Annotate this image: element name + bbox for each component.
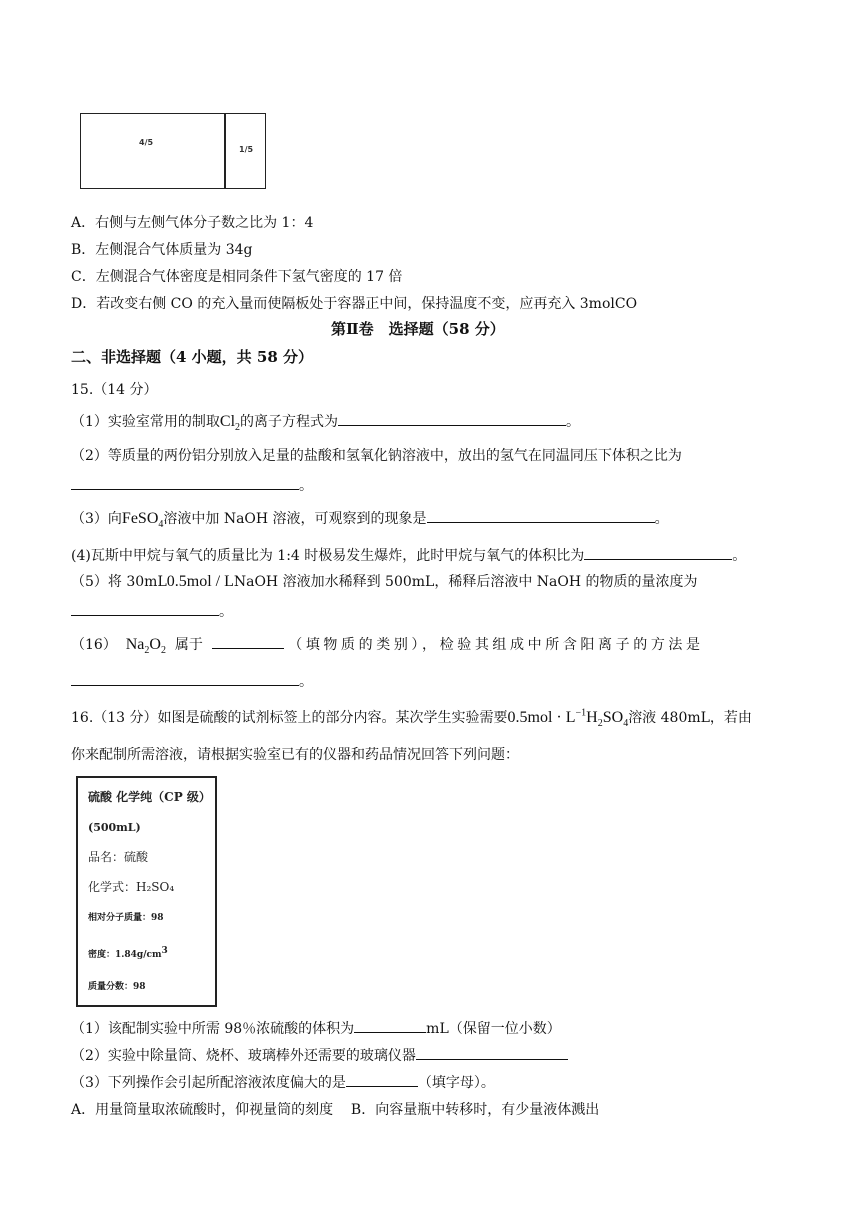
q16-option-a: A．用量筒量取浓硫酸时，仰视量筒的刻度 [71, 1102, 334, 1118]
cl2-formula: $Cl_2$ [219, 413, 241, 434]
container-diagram [80, 113, 266, 189]
option-a: A．右侧与左侧气体分子数之比为 1：4 [71, 215, 314, 231]
answer-blank[interactable] [346, 1072, 418, 1087]
option-c: C．左侧混合气体密度是相同条件下氢气密度的 17 倍 [71, 269, 403, 285]
q15-header: 15.（14 分） [71, 382, 158, 398]
option-d: D．若改变右侧 CO 的充入量而使隔板处于容器正中间，保持温度不变，应再充入 3molCO [71, 296, 638, 312]
q16-part3: （3）下列操作会引起所配溶液浓度偏大的是 （填字母）。 [71, 1072, 495, 1092]
q15-part6: （16） $Na_2O_2$ 属于 （填物质的类别），检验其组成中所含阳离子的方法是 [71, 636, 704, 657]
q15-part1: （1）实验室常用的制取$Cl_2$的离子方程式为 。 [71, 413, 581, 434]
option-b: B．左侧混合气体质量为 34g [71, 242, 253, 258]
answer-blank[interactable] [354, 1018, 426, 1033]
concentration-formula: 0.5mol / L [166, 573, 234, 590]
answer-blank[interactable] [71, 671, 299, 686]
feso4-formula: FeSO$_4$ [121, 510, 164, 531]
q15-part2-answer: 。 [71, 475, 313, 495]
label-molar-mass: 相对分子质量：98 [88, 913, 164, 923]
reagent-label-image [76, 776, 217, 1007]
label-formula: 化学式：H₂SO₄ [88, 880, 175, 894]
q16-intro-line2: 你来配制所需溶液，请根据实验室已有的仪器和药品情况回答下列问题： [71, 747, 519, 763]
label-mass-fraction: 质量分数：98 [88, 982, 146, 992]
answer-blank[interactable] [71, 475, 299, 490]
q16-part2: （2）实验中除量筒、烧杯、玻璃棒外还需要的玻璃仪器 [71, 1045, 568, 1065]
q16-part1: （1）该配制实验中所需 98％浓硫酸的体积为 mL（保留一位小数） [71, 1018, 561, 1038]
label-volume: (500mL) [88, 821, 141, 834]
q15-part1-text: （1）实验室常用的制取 [71, 414, 220, 430]
label-name: 品名：硫酸 [88, 850, 149, 864]
q15-part5-answer: 。 [71, 601, 233, 621]
answer-blank[interactable] [338, 411, 566, 426]
label-density: 密度：$1.84g/cm^3$ [88, 946, 168, 960]
q16-option-b: B．向容量瓶中转移时，有少量液体溅出 [350, 1102, 600, 1118]
part-title: 第Ⅱ卷 选择题（58 分） [331, 320, 505, 338]
section-heading: 二、非选择题（4 小题，共 58 分） [71, 348, 313, 366]
q15-part4: (4)瓦斯中甲烷与氧气的质量比为 1:4 时极易发生爆炸，此时甲烷与氧气的体积比为 。 [71, 545, 746, 565]
molarity-formula: $0.5mol \cdot L^{-1}H_2SO_4$ [507, 707, 629, 730]
answer-blank[interactable] [416, 1045, 568, 1060]
answer-blank[interactable] [427, 508, 655, 523]
answer-blank[interactable] [71, 601, 219, 616]
q15-part3: （3）向FeSO$_4$溶液中加 NaOH 溶液，可观察到的现象是 。 [71, 510, 669, 531]
partition-line [224, 114, 226, 188]
left-chamber-label: 4/5 [139, 138, 154, 147]
q15-part6-answer: 。 [71, 671, 313, 691]
right-chamber-label: 1/5 [239, 145, 254, 154]
na2o2-formula: $Na_2O_2$ [125, 636, 166, 657]
label-title: 硫酸 化学纯（CP 级） [88, 790, 211, 804]
answer-blank[interactable] [584, 545, 732, 560]
q16-options [71, 1099, 599, 1119]
answer-blank[interactable] [212, 634, 284, 649]
q15-part5: （5）将 30mL0.5mol / LNaOH 溶液加水稀释到 500mL，稀释后溶液中 NaOH 的物质的量浓度为 [71, 573, 698, 590]
q16-intro-line1: 16.（13 分）如图是硫酸的试剂标签上的部分内容。某次学生实验需要$0.5mol \cdot L^{-1}H_2SO_4$溶液 480mL，若由 [71, 707, 752, 730]
q15-part1-suffix: 的离子方程式为 [240, 414, 339, 430]
q15-part2: （2）等质量的两份铝分别放入足量的盐酸和氢氧化钠溶液中，放出的氢气在同温同压下体积之比为 [71, 448, 682, 464]
